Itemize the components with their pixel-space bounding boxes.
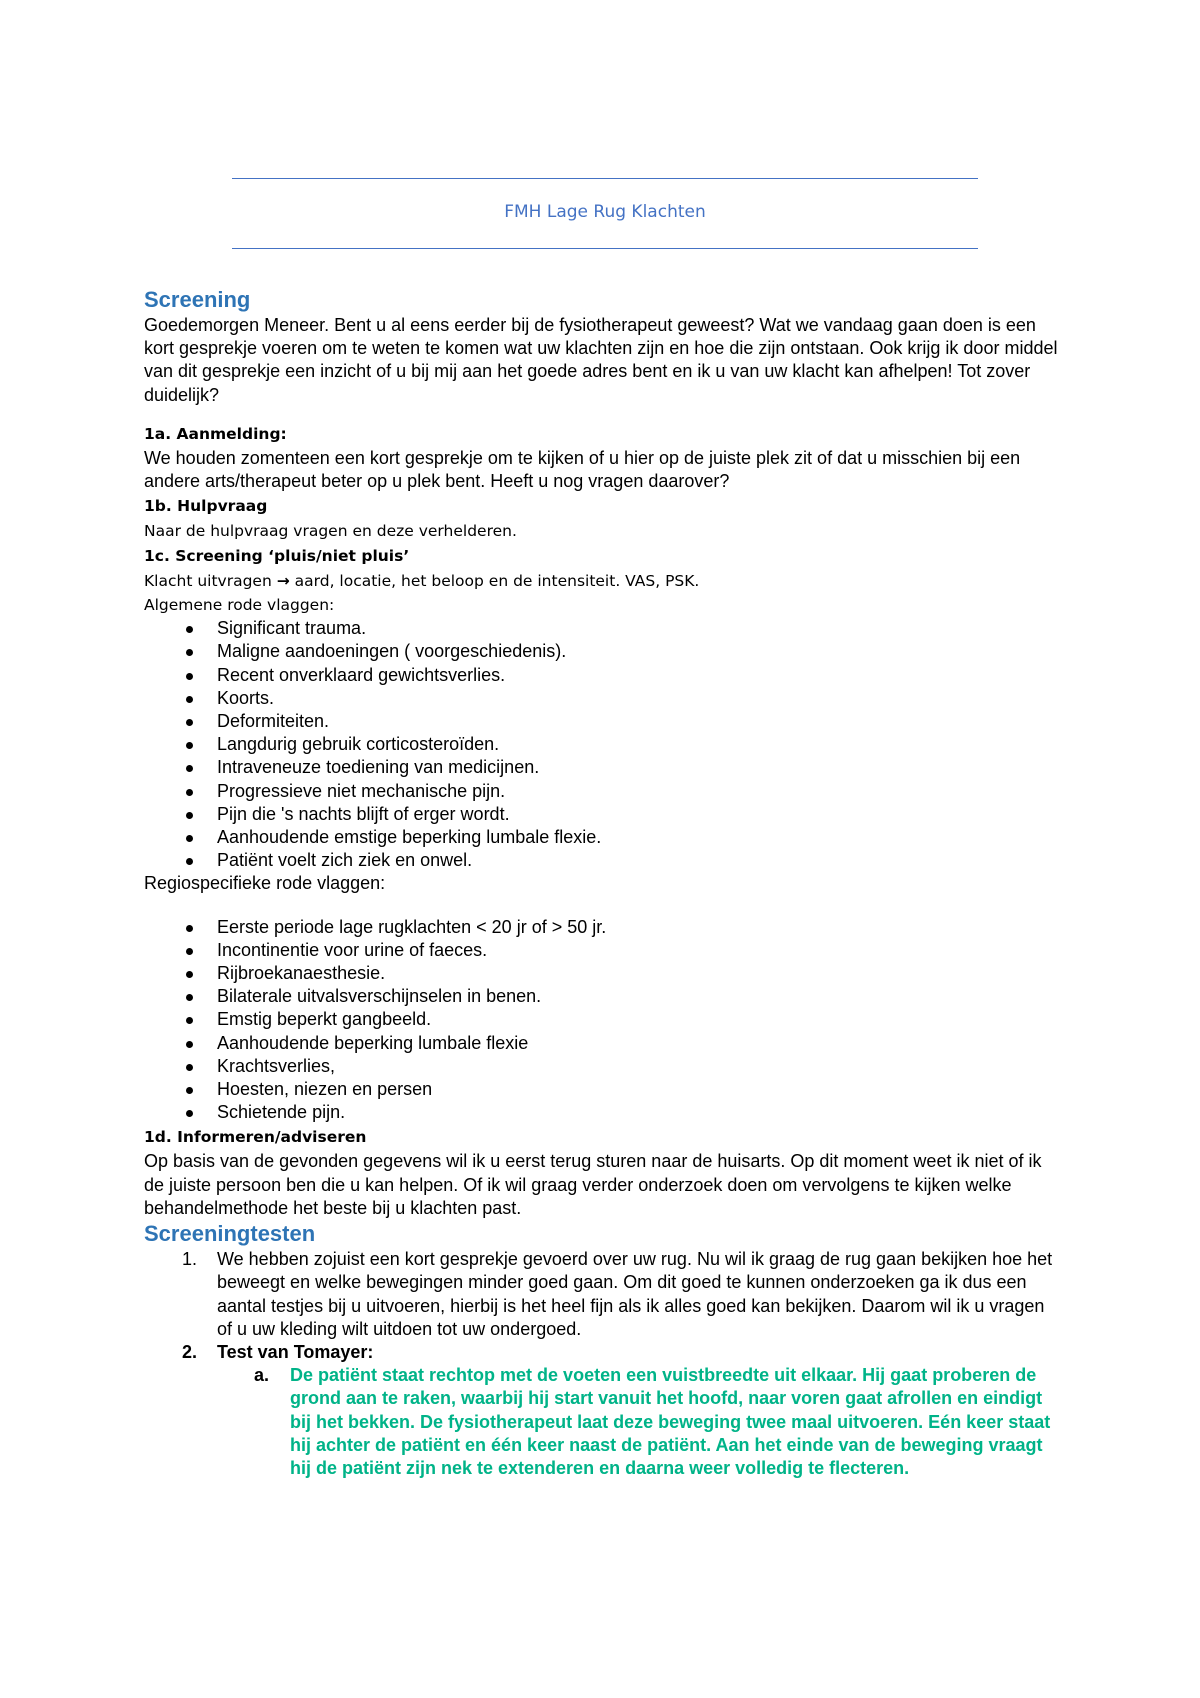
- arrow-right-icon: →: [276, 572, 290, 591]
- pluis-text-a: Klacht uitvragen: [144, 572, 277, 591]
- bullet-icon: [186, 971, 193, 978]
- list-item: Deformiteiten.: [144, 710, 1064, 733]
- bullet-icon: [186, 626, 193, 633]
- list-item: Maligne aandoeningen ( voorgeschiedenis).: [144, 640, 1064, 663]
- pluis-text: [144, 569, 1064, 593]
- bullet-icon: [186, 742, 193, 749]
- bullet-icon: [186, 696, 193, 703]
- bullet-icon: [186, 1041, 193, 1048]
- bullet-icon: [186, 719, 193, 726]
- bullet-icon: [186, 673, 193, 680]
- title-bottom-rule: [232, 248, 978, 249]
- list-item: Progressieve niet mechanische pijn.: [144, 780, 1064, 803]
- bullet-icon: [186, 1017, 193, 1024]
- bullet-icon: [186, 1087, 193, 1094]
- aanmelding-text: We houden zomenteen een kort gesprekje om te kijken of u hier op de juiste plek zit of dat u misschien bij een andere arts/therapeut beter op u plek bent. Heeft u nog vragen daarover?: [144, 447, 1021, 492]
- screeningtesten-list: [144, 1248, 1064, 1480]
- bullet-icon: [186, 835, 193, 842]
- bullet-icon: [186, 948, 193, 955]
- step-text: We hebben zojuist een kort gesprekje gevoerd over uw rug. Nu wil ik graag de rug gaan bekijken hoe het beweegt en welke bewegingen minder goed gaan. Om dit goed te kunnen onderzoeken ga ik dus een aantal testjes bij u uitvoeren, hierbij is het heel fijn als ik alles goed kan bekijken. Daarom wil ik u vragen of u uw kleding wilt uitdoen tot uw ondergoed.: [217, 1249, 1053, 1339]
- list-item: Koorts.: [144, 687, 1064, 710]
- bullet-icon: [186, 1064, 193, 1071]
- informeren-heading: 1d. Informeren/adviseren: [144, 1128, 367, 1147]
- list-item: Eerste periode lage rugklachten < 20 jr of > 50 jr.: [144, 916, 1064, 939]
- bullet-icon: [186, 994, 193, 1001]
- algemene-label: Algemene rode vlaggen:: [144, 596, 335, 615]
- regio-label: Regiospecifieke rode vlaggen:: [144, 873, 386, 894]
- list-item: [144, 1341, 1064, 1480]
- tomayer-sublist: [217, 1364, 1064, 1480]
- bullet-icon: [186, 858, 193, 865]
- aanmelding-heading: 1a. Aanmelding:: [144, 424, 287, 443]
- bullet-icon: [186, 925, 193, 932]
- title-top-rule: [232, 178, 978, 179]
- screening-heading: Screening: [144, 287, 251, 312]
- list-item: Rijbroekanaesthesie.: [144, 962, 1064, 985]
- list-item: Aanhoudende beperking lumbale flexie: [144, 1032, 1064, 1055]
- list-item: Krachtsverlies,: [144, 1055, 1064, 1078]
- list-item: Langdurig gebruik corticosteroïden.: [144, 733, 1064, 756]
- informeren-text: Op basis van de gevonden gegevens wil ik u eerst terug sturen naar de huisarts. Op dit moment weet ik niet of ik de juiste persoon ben die u kan helpen. Of ik wil graag verder onderzoek doen om vervolgens te kijken welke behandelmethode het beste bij u klachten past.: [144, 1151, 1042, 1218]
- spacer: [144, 896, 1064, 916]
- document-title: FMH Lage Rug Klachten: [504, 202, 706, 222]
- step-number: 2.: [182, 1341, 198, 1362]
- list-item: [144, 1248, 1064, 1341]
- list-item: Pijn die 's nachts blijft of erger wordt.: [144, 803, 1064, 826]
- screeningtesten-heading: Screeningtesten: [144, 1221, 316, 1247]
- bullet-icon: [186, 765, 193, 772]
- list-item: Schietende pijn.: [144, 1101, 1064, 1124]
- list-item: Recent onverklaard gewichtsverlies.: [144, 664, 1064, 687]
- pluis-text-b: aard, locatie, het beloop en de intensiteit. VAS, PSK.: [289, 572, 700, 591]
- document-body: [144, 286, 1064, 1480]
- list-item: Intraveneuze toediening van medicijnen.: [144, 756, 1064, 779]
- hulpvraag-text: Naar de hulpvraag vragen en deze verhelderen.: [144, 522, 517, 541]
- list-item: Emstig beperkt gangbeeld.: [144, 1008, 1064, 1031]
- bullet-icon: [186, 789, 193, 796]
- bullet-icon: [186, 812, 193, 819]
- list-item: Hoesten, niezen en persen: [144, 1078, 1064, 1101]
- step-number: 1.: [182, 1249, 198, 1270]
- algemene-list: [144, 617, 1064, 872]
- list-item: Aanhoudende emstige beperking lumbale flexie.: [144, 826, 1064, 849]
- list-item: [144, 1364, 1064, 1480]
- list-item: Incontinentie voor urine of faeces.: [144, 939, 1064, 962]
- substep-text: De patiënt staat rechtop met de voeten een vuistbreedte uit elkaar. Hij gaat proberen de grond aan te raken, waarbij hij start vanuit het hoofd, naar voren gaat afrollen en eindigt bij het bekken. De fysiotherapeut laat deze beweging twee maal uitvoeren. Eén keer staat hij achter de patiënt en één keer naast de patiënt. Aan het einde van de beweging vraagt hij de patiënt zijn nek te extenderen en daarna weer volledig te flecteren.: [290, 1365, 1051, 1478]
- list-item: Significant trauma.: [144, 617, 1064, 640]
- list-item: Patiënt voelt zich ziek en onwel.: [144, 849, 1064, 872]
- bullet-icon: [186, 649, 193, 656]
- step-text: Test van Tomayer:: [217, 1341, 374, 1362]
- regio-list: [144, 916, 1064, 1125]
- hulpvraag-heading: 1b. Hulpvraag: [144, 497, 268, 516]
- screening-intro: Goedemorgen Meneer. Bent u al eens eerder bij de fysiotherapeut geweest? Wat we vandaag gaan doen is een kort gesprekje voeren om te weten te komen wat uw klachten zijn en hoe die zijn ontstaan. Ook krijg ik door middel van dit gesprekje een inzicht of u bij mij aan het goede adres bent en ik u van uw klacht kan afhelpen! Tot zover duidelijk?: [144, 315, 1058, 405]
- bullet-icon: [186, 1110, 193, 1117]
- pluis-heading: 1c. Screening ‘pluis/niet pluis’: [144, 547, 410, 566]
- list-item: Bilaterale uitvalsverschijnselen in benen.: [144, 985, 1064, 1008]
- substep-letter: a.: [254, 1365, 270, 1386]
